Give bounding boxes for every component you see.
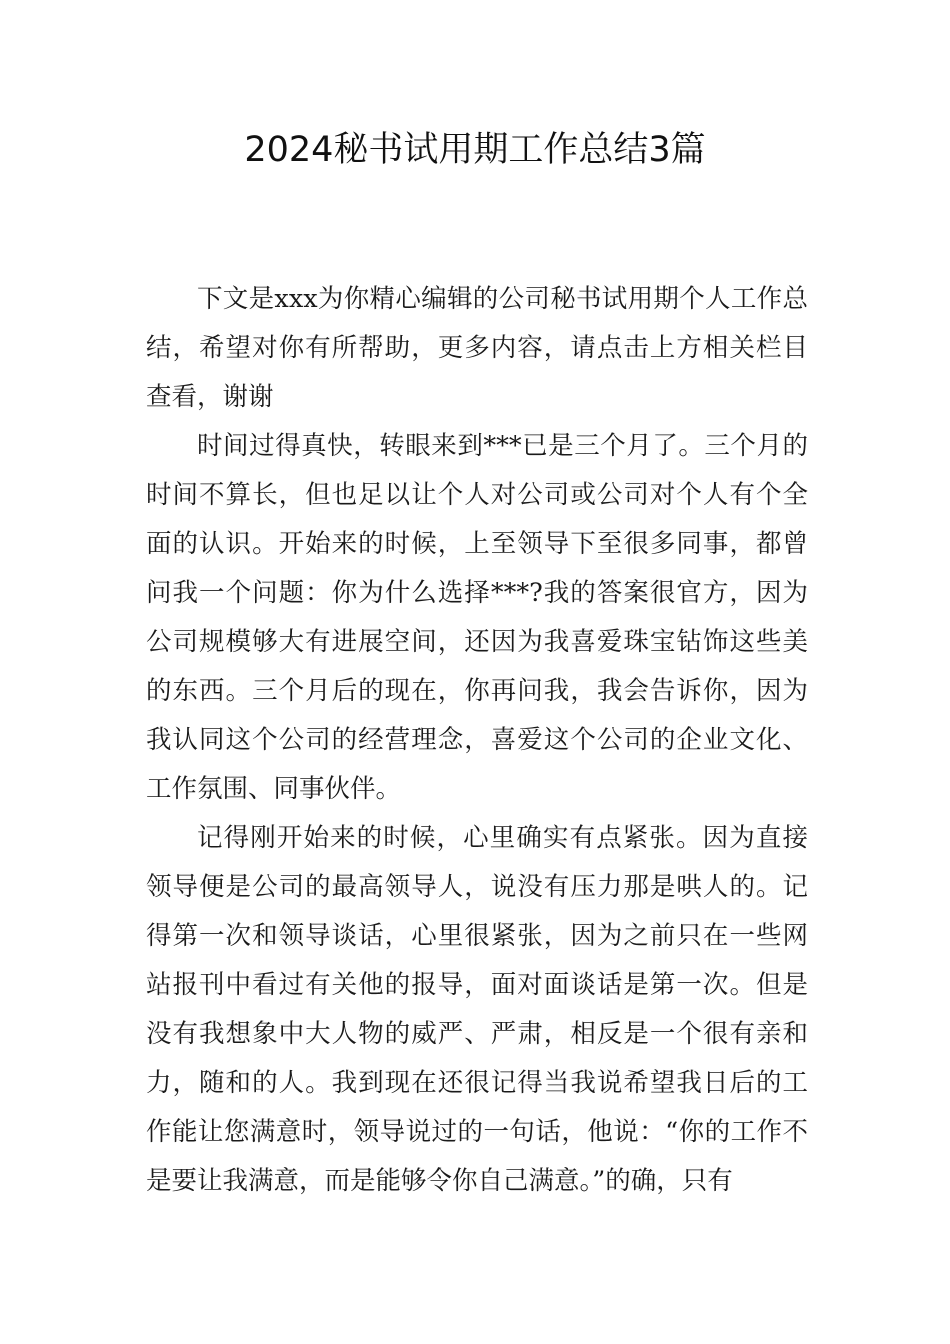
document-title: 2024秘书试用期工作总结3篇 — [244, 130, 706, 170]
paragraph-intro: 下文是xxx为你精心编辑的公司秘书试用期个人工作总结，希望对你有所帮助，更多内容，请点击上方相关栏目查看，谢谢 — [146, 284, 808, 412]
document-body — [146, 275, 808, 1206]
paragraph-three: 记得刚开始来的时候，心里确实有点紧张。因为直接领导便是公司的最高领导人，说没有压力那是哄人的。记得第一次和领导谈话，心里很紧张，因为之前只在一些网站报刊中看过有关他的报导，面对面谈话是第一次。但是没有我想象中大人物的威严、严肃，相反是一个很有亲和力，随和的人。我到现在还很记得当我说希望我日后的工作能让您满意时，领导说过的一句话，他说：“你的工作不是要让我满意，而是能够令你自己满意。”的确，只有 — [146, 823, 808, 1196]
paragraph-two: 时间过得真快，转眼来到***已是三个月了。三个月的时间不算长，但也足以让个人对公司或公司对个人有个全面的认识。开始来的时候，上至领导下至很多同事，都曾问我一个问题：你为什么选择***?我的答案很官方，因为公司规模够大有进展空间，还因为我喜爱珠宝钻饰这些美的东西。三个月后的现在，你再问我，我会告诉你，因为我认同这个公司的经营理念，喜爱这个公司的企业文化、工作氛围、同事伙伴。 — [146, 431, 808, 804]
